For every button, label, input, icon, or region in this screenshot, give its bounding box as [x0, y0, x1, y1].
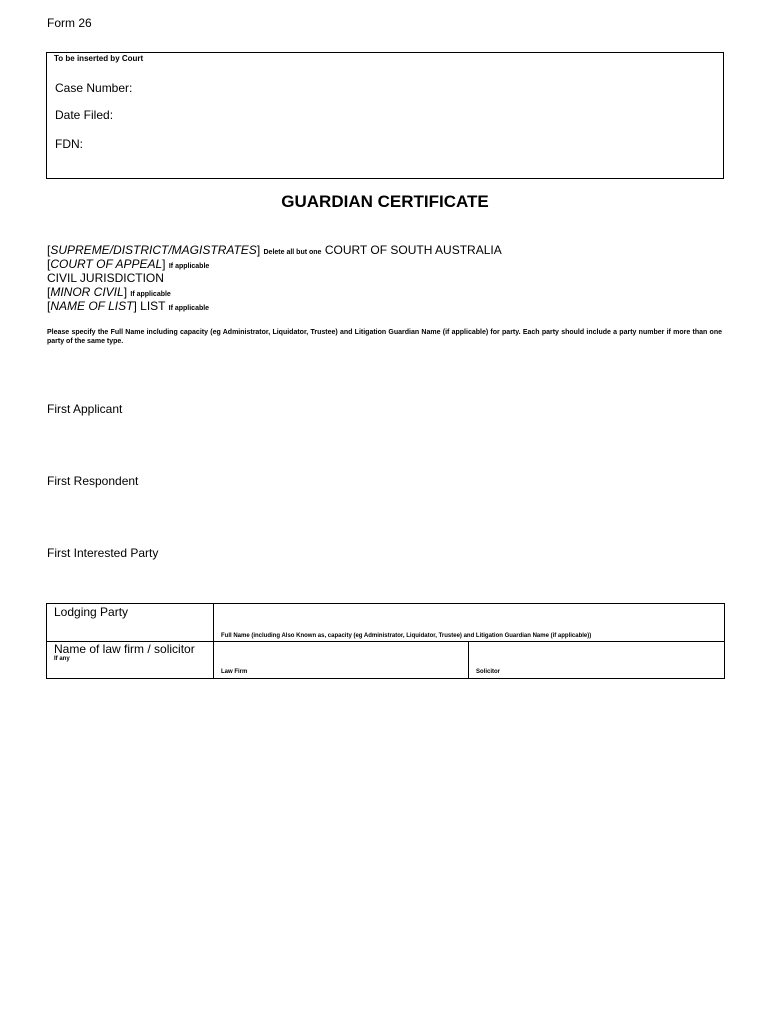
case-number-field[interactable]: Case Number:	[55, 81, 133, 95]
court-line-4	[47, 285, 171, 299]
court-line-4-note: If applicable	[130, 291, 171, 298]
court-use-box	[46, 52, 724, 179]
name-of-list: NAME OF LIST	[50, 299, 134, 313]
court-box-header: To be inserted by Court	[54, 54, 144, 63]
bracket-close: ]	[162, 257, 166, 271]
bracket-open: [	[47, 243, 51, 257]
lodging-party-label: Lodging Party	[54, 605, 129, 619]
bracket-open: [	[47, 257, 51, 271]
list-close: ] LIST	[133, 299, 166, 313]
first-applicant-field[interactable]: First Applicant	[47, 402, 123, 416]
first-interested-party-field[interactable]: First Interested Party	[47, 546, 159, 560]
bracket-close: ]	[256, 243, 261, 257]
court-line-3: CIVIL JURISDICTION	[47, 271, 164, 285]
law-firm-field[interactable]: Law Firm	[221, 669, 248, 675]
solicitor-field[interactable]: Solicitor	[476, 669, 501, 675]
court-line-1	[47, 243, 502, 257]
court-line-5-note: If applicable	[168, 305, 210, 312]
minor-civil: MINOR CIVIL	[50, 285, 124, 299]
date-filed-field[interactable]: Date Filed:	[55, 108, 114, 122]
document-title: GUARDIAN CERTIFICATE	[281, 192, 489, 211]
fdn-field[interactable]: FDN:	[55, 137, 83, 151]
instructions-text: Please specify the Full Name including capacity (eg Administrator, Liquidator, Trustee) and Litigation Guardian Name (if applicable) for party. Each party should include a party number if more than one party of the same type.	[47, 329, 722, 345]
bracket-open: [	[47, 299, 51, 313]
if-any-note: If any	[54, 656, 70, 662]
form-number: Form 26	[47, 16, 92, 30]
court-of-appeal: COURT OF APPEAL	[50, 257, 163, 271]
first-respondent-field[interactable]: First Respondent	[47, 474, 139, 488]
court-line-5	[47, 299, 209, 313]
law-firm-label: Name of law firm / solicitor	[54, 642, 195, 656]
court-name-options: SUPREME/DISTRICT/MAGISTRATES	[50, 243, 257, 257]
lodging-party-full-name-field[interactable]: Full Name (including Also Known as, capacity (eg Administrator, Liquidator, Trustee) and Litigation Guardian Name (if applicable))	[221, 633, 592, 639]
court-line-1-note: Delete all but one	[263, 249, 322, 256]
table-divider	[468, 641, 469, 678]
court-line-2	[47, 257, 209, 271]
bracket-close: ]	[123, 285, 128, 299]
court-line-2-note: If applicable	[168, 263, 210, 270]
lodging-party-table	[46, 603, 725, 679]
bracket-open: [	[47, 285, 51, 299]
court-line-1-rest: COURT OF SOUTH AUSTRALIA	[324, 243, 502, 257]
